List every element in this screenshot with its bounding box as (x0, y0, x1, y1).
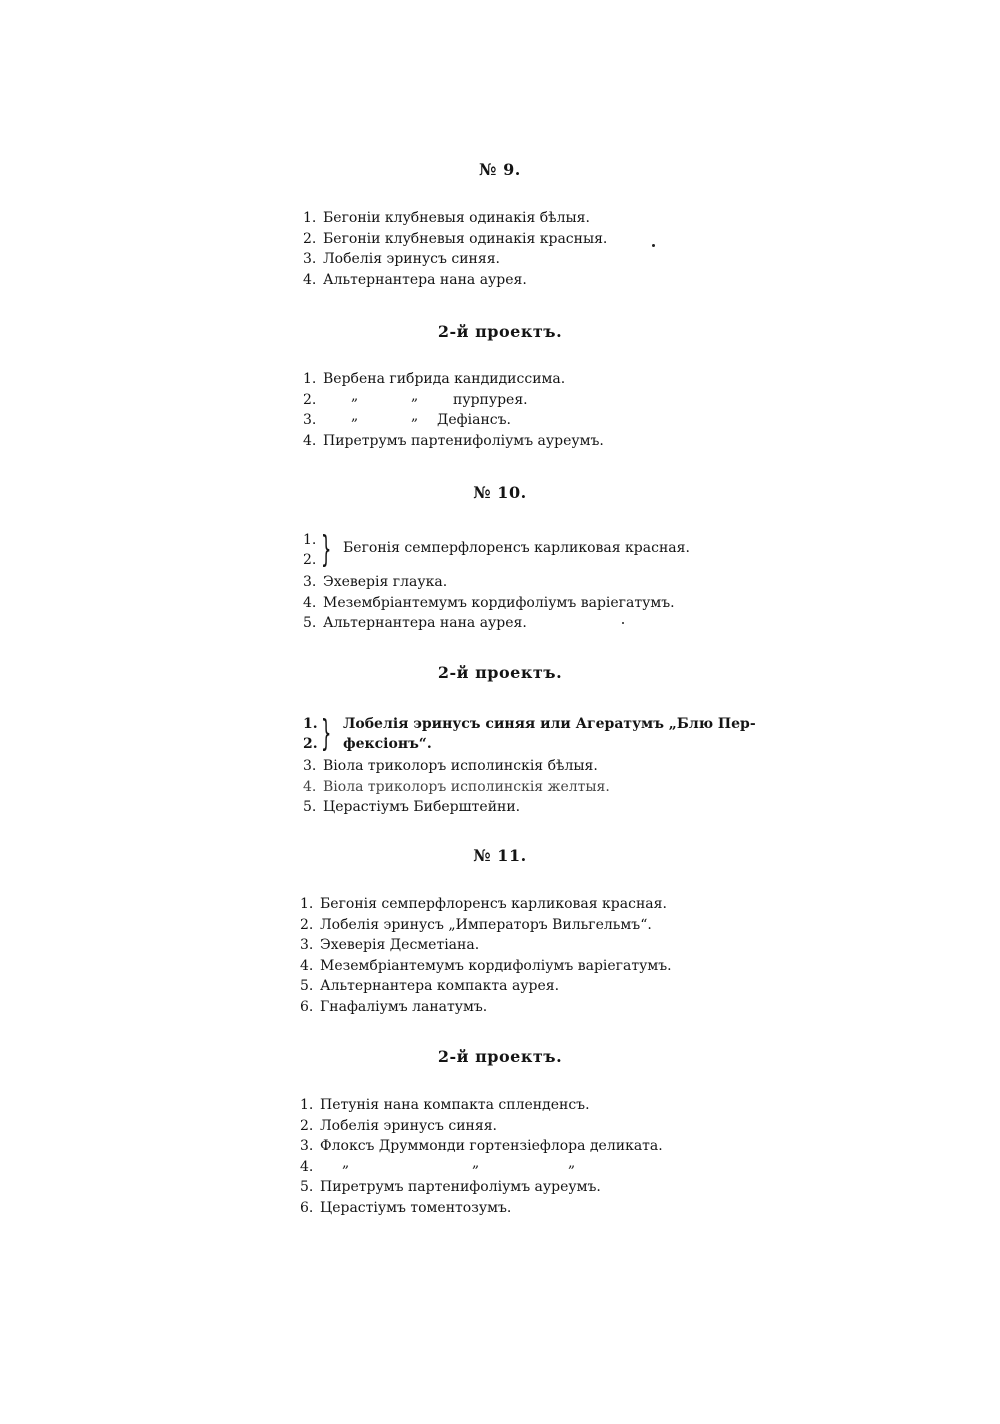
item-text: Альтернантера нана аурея. (323, 271, 527, 288)
list-item (300, 1154, 663, 1178)
list-item (300, 1136, 663, 1157)
item-number: 4. (303, 432, 317, 449)
item-text: Флоксъ Друммонди гортензіефлора деликата. (320, 1138, 663, 1154)
list-item (303, 613, 675, 634)
item-number: 5. (303, 799, 317, 815)
item-number: 6. (300, 1199, 314, 1216)
ditto-mark: „ (351, 387, 359, 404)
list-item (300, 997, 672, 1018)
list-item (303, 797, 610, 818)
item-number: 5. (300, 978, 314, 994)
item-text: Церастіумъ томентозумъ. (320, 1199, 512, 1216)
list-item (303, 208, 607, 229)
print-speck (652, 244, 655, 247)
item-text-line: фексіонъ“. (343, 736, 432, 752)
braced-item (303, 529, 690, 572)
list-item (300, 894, 672, 915)
item-text: Альтернантера нана аурея. (323, 615, 527, 631)
list-item (300, 1198, 663, 1219)
item-text: Пиретрумъ партенифоліумъ ауреумъ. (323, 432, 604, 449)
item-text: Бегонія семперфлоренсъ карликовая красная. (343, 540, 690, 556)
item-text: Пиретрумъ партенифоліумъ ауреумъ. (320, 1179, 601, 1195)
list-item (303, 593, 675, 614)
list-item (300, 1116, 663, 1137)
plant-list-no10 (303, 529, 690, 634)
item-number: 3. (303, 758, 317, 774)
list-item (303, 756, 610, 777)
item-text: Віола триколоръ исполинскія желтыя. (323, 778, 610, 795)
ditto-mark: „ (472, 1154, 480, 1171)
item-number: 3. (303, 251, 317, 267)
item-number: 2. (303, 230, 317, 247)
item-text: Мезембріантемумъ кордифоліумъ варіегатумъ. (320, 957, 672, 974)
plant-list-project2-no9 (303, 369, 604, 451)
list-item (300, 915, 672, 936)
item-number: 6. (300, 998, 314, 1015)
item-number: 2. (303, 391, 317, 408)
item-number: 5. (303, 615, 317, 631)
item-number: 1. (303, 716, 318, 732)
print-speck (622, 622, 624, 624)
item-text: Бегоніи клубневыя одинакія бѣлыя. (323, 210, 590, 226)
item-text: Вербена гибрида кандидиссима. (323, 371, 566, 387)
plant-list-no11 (300, 894, 672, 1017)
ditto-mark: „ (351, 408, 359, 424)
item-number: 2. (300, 1117, 314, 1134)
item-number: 4. (303, 271, 317, 288)
item-text: Эхеверія Десметіана. (320, 937, 480, 953)
item-number: 3. (303, 412, 317, 428)
list-item (300, 1177, 663, 1198)
item-text: Петунія нана компакта спленденсъ. (320, 1097, 590, 1113)
plant-list-no9 (303, 208, 607, 290)
plant-list-project2-no10 (303, 713, 756, 818)
item-text: Эхеверія глаука. (323, 574, 448, 590)
ditto-mark: „ (568, 1154, 576, 1171)
item-text: Дефіансъ. (437, 412, 511, 428)
item-text: Гнафаліумъ ланатумъ. (320, 998, 488, 1015)
list-item (303, 777, 610, 798)
section-heading-no10: № 10. (473, 483, 527, 502)
item-number: 3. (300, 937, 314, 953)
item-text: Бегоніи клубневыя одинакія красныя. (323, 230, 608, 247)
item-number: 1. (303, 210, 317, 226)
item-number: 1. (300, 896, 314, 912)
list-item (303, 431, 604, 452)
item-number: 1. (303, 532, 317, 548)
item-text-line: Лобелія эринусъ синяя или Агератумъ „Блю Пер- (343, 716, 756, 732)
curly-brace-icon: } (321, 529, 332, 570)
plant-list-project2-no11 (300, 1095, 663, 1218)
list-item (303, 249, 607, 270)
item-text: Мезембріантемумъ кордифоліумъ варіегатумъ. (323, 594, 675, 611)
item-number: 1. (300, 1097, 314, 1113)
list-item (303, 410, 604, 431)
item-number: 2. (303, 552, 317, 568)
section-heading-no9: № 9. (479, 160, 521, 179)
item-numbers (303, 714, 323, 754)
section-heading-project2-no10: 2-й проектъ. (437, 663, 563, 682)
item-number: 3. (300, 1138, 314, 1154)
item-text: Віола триколоръ исполинскія бѣлыя. (323, 758, 598, 774)
item-number: 4. (300, 1158, 314, 1175)
item-text: пурпурея. (453, 391, 528, 408)
list-item (303, 369, 604, 390)
item-number: 2. (303, 736, 318, 752)
ditto-mark: „ (411, 408, 419, 424)
braced-item (303, 713, 756, 756)
curly-brace-icon: } (321, 713, 332, 754)
item-text: Церастіумъ Биберштейни. (323, 799, 521, 815)
item-number: 2. (300, 916, 314, 933)
ditto-mark: „ (411, 387, 419, 404)
section-heading-no11: № 11. (473, 846, 527, 865)
item-number: 3. (303, 574, 317, 590)
section-heading-project2-no11: 2-й проектъ. (437, 1047, 563, 1066)
item-number: 5. (300, 1179, 314, 1195)
list-item (300, 976, 672, 997)
list-item (303, 270, 607, 291)
list-item (300, 1095, 663, 1116)
list-item (303, 387, 604, 411)
item-number: 4. (303, 778, 317, 795)
item-text (343, 714, 756, 754)
list-item (303, 572, 675, 593)
item-text: Лобелія эринусъ синяя. (320, 1117, 497, 1134)
item-text: Лобелія эринусъ синяя. (323, 251, 500, 267)
item-numbers (303, 530, 323, 570)
item-number: 4. (303, 594, 317, 611)
ditto-mark: „ (342, 1154, 350, 1171)
item-text: Альтернантера компакта аурея. (320, 978, 560, 994)
item-number: 1. (303, 371, 317, 387)
item-number: 4. (300, 957, 314, 974)
item-text: Лобелія эринусъ „Императоръ Вильгельмъ“. (320, 916, 652, 933)
list-item (303, 229, 607, 250)
list-item (300, 935, 672, 956)
item-text: Бегонія семперфлоренсъ карликовая красная. (320, 896, 667, 912)
section-heading-project2-no9: 2-й проектъ. (437, 322, 563, 341)
list-item (300, 956, 672, 977)
